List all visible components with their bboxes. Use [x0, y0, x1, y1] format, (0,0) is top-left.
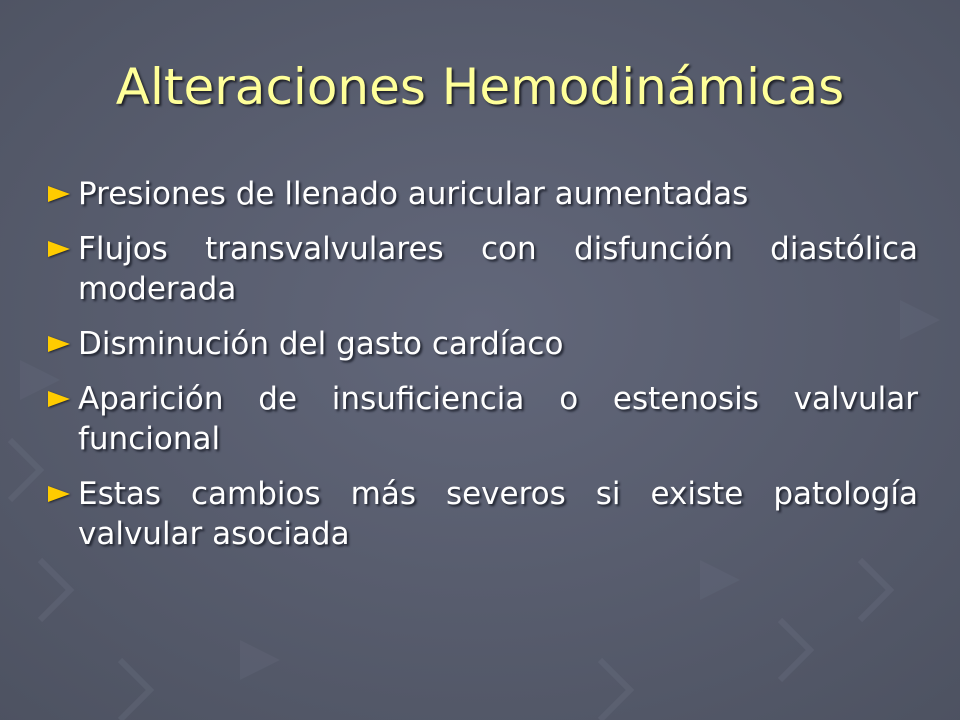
right-pointer-arrow-icon — [48, 486, 70, 502]
bullet-text: Estas cambios más severos si existe patología valvular asociada — [78, 476, 918, 552]
bullet-item — [48, 324, 918, 364]
right-pointer-arrow-icon — [48, 391, 70, 407]
bullet-text: Presiones de llenado auricular aumentadas — [78, 176, 749, 212]
bullet-text: Disminución del gasto cardíaco — [78, 326, 564, 362]
slide-title: Alteraciones Hemodinámicas — [115, 58, 845, 116]
bullet-item — [48, 174, 918, 214]
bullet-text: Aparición de insuficiencia o estenosis valvular funcional — [78, 381, 918, 457]
bullet-item — [48, 229, 918, 309]
bullet-item — [48, 474, 918, 554]
bullet-list — [48, 174, 918, 569]
right-pointer-arrow-icon — [48, 186, 70, 202]
right-pointer-arrow-icon — [48, 241, 70, 257]
right-pointer-arrow-icon — [48, 336, 70, 352]
bullet-text: Flujos transvalvulares con disfunción diastólica moderada — [78, 231, 918, 307]
bullet-item — [48, 379, 918, 459]
